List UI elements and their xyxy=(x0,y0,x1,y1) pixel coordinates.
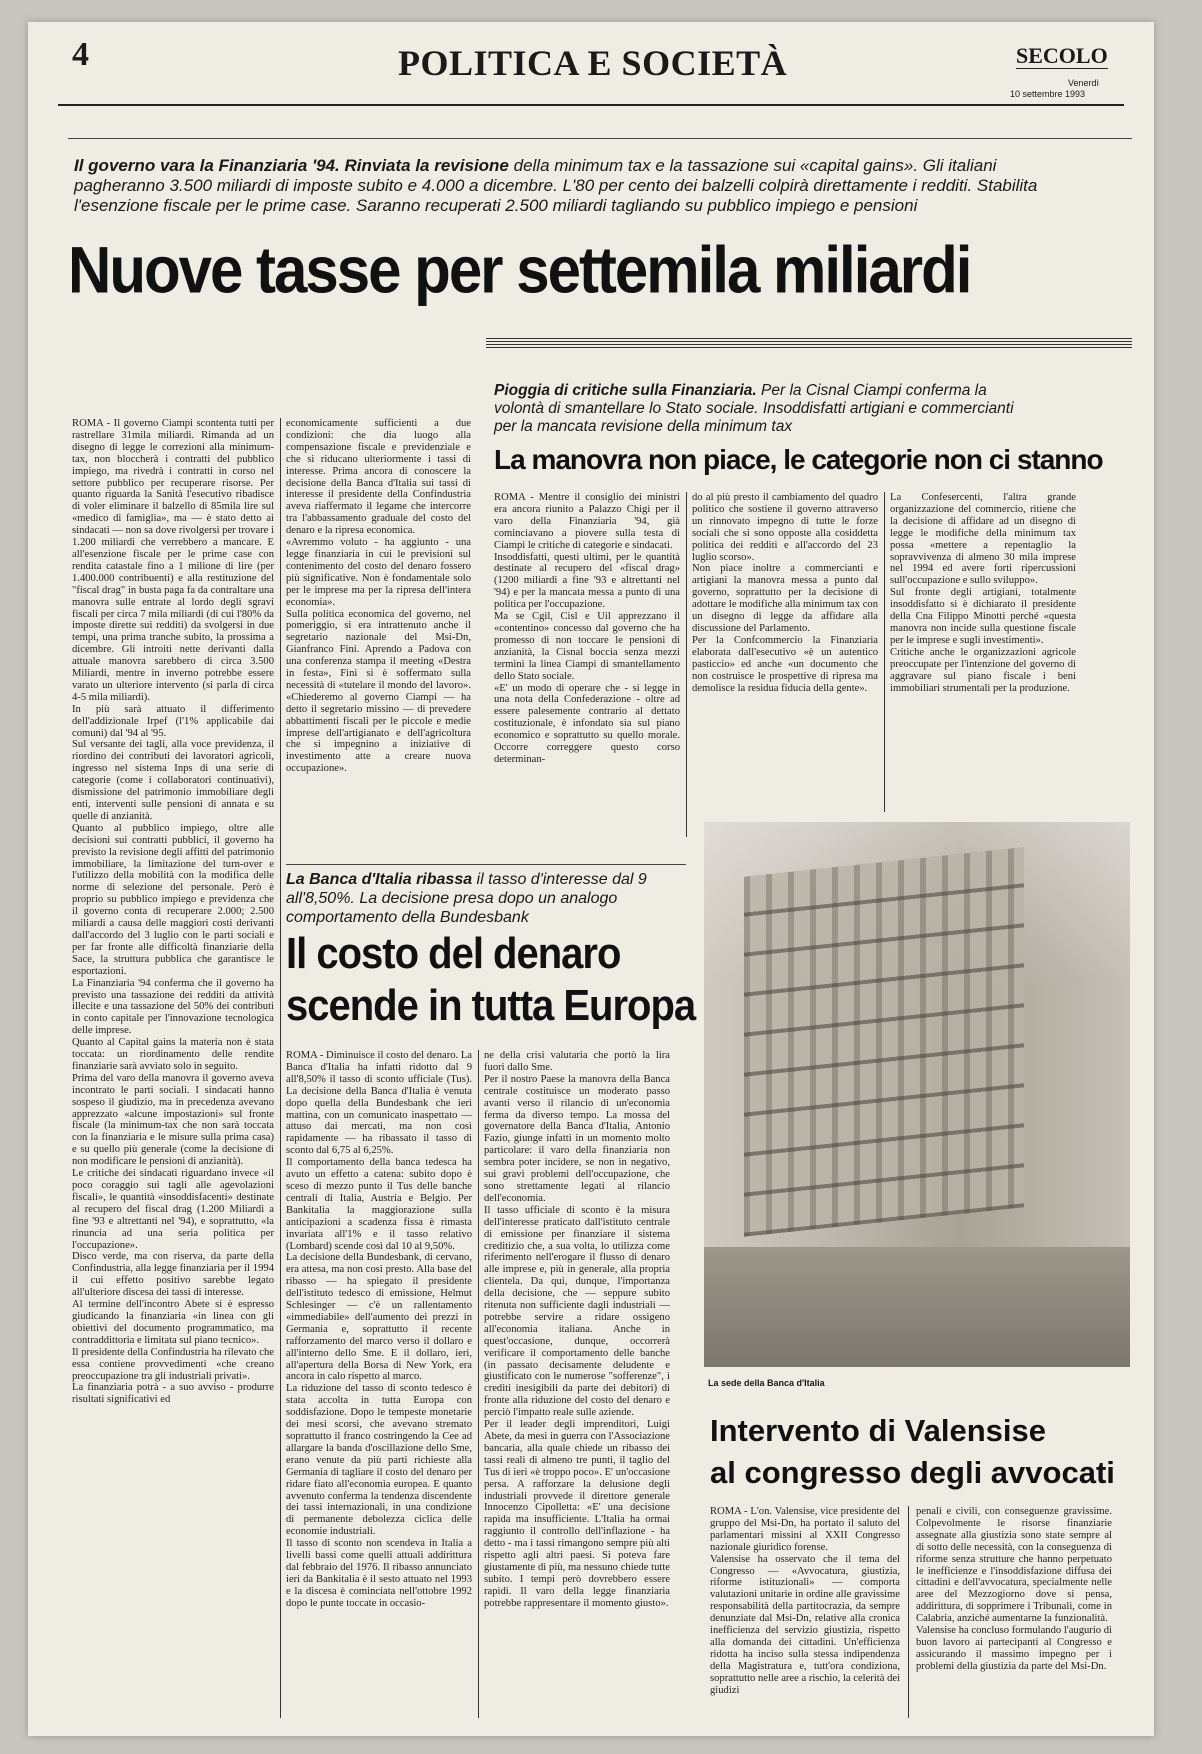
valensise-headline-line-1: Intervento di Valensise xyxy=(710,1413,1046,1448)
valensise-column-1: ROMA - L'on. Valensise, vice presidente del gruppo del Msi-Dn, ha portato il saluto del parlamentari missini al XXII Congresso nazionale giuridico forense. Valensise ha osservato che il tema del Congresso — «Avvocatura, giustizia, riforme istituzionali» — comporta valutazioni unitarie in ordine alle gravissime responsabilità della partitocrazia, da sempre denunziate dal Msi-Dn, relative alla cronica inefficienza del servizio giustizia, rispetto alla domanda dei cittadini. Un'efficienza ridotta ha inciso sulla stessa indipendenza della Magistratura e, tutt'ora condiziona, soprattutto nelle aree a rischio, la celerità dei giudizi xyxy=(710,1506,900,1696)
manovra-kicker-text: Per la Cisnal Ciampi conferma la volontà di smantellare lo Stato sociale. Insoddisfatti artigiani e commercianti per la mancata revisione della minimum tax xyxy=(494,382,1014,435)
denaro-top-rule xyxy=(286,864,686,865)
lead-kicker-text: della minimum tax e la tassazione sui «capital gains». Gli italiani pagheranno 3.500 miliardi di imposte subito e 4.000 a dicembre. L'80 per cento dei balzelli colpirà direttamente i redditi. Stabilita l'esenzione fiscale per le prime case. Saranno recuperati 2.500 miliardi tagliando su pubblico impiego e pensioni xyxy=(74,156,1038,215)
valensise-divider xyxy=(908,1506,909,1718)
header-rule xyxy=(58,104,1124,106)
denaro-kicker-bold: La Banca d'Italia ribassa xyxy=(286,871,473,888)
manovra-divider-2 xyxy=(884,492,885,812)
manovra-column-3: La Confesercenti, l'altra grande organizzazione del commercio, ritiene che la decisione di affidare ad un disegno di legge le modifiche della minimum tax possa «mettere a repentaglio la sopravvivenza di almeno 30 mila imprese nel 1994 ed avere forti ripercussioni sull'occupazione e sullo sviluppo». Sul fronte degli artigiani, totalmente insoddisfatto si è dichiarato il presidente della Cna Filippo Minotti perché «questa manovra non incide sulla questione fiscale per le imprese e sugli investimenti». Critiche anche le organizzazioni agricole preoccupate per l'intenzione del governo di aggravare sul piano fiscale i beni immobiliari strumentali per la produzione. xyxy=(890,492,1076,694)
photo-street xyxy=(704,1247,1130,1367)
denaro-kicker xyxy=(286,870,666,927)
header-date: 10 settembre 1993 xyxy=(1010,89,1086,99)
manovra-kicker-bold: Pioggia di critiche sulla Finanziaria. xyxy=(494,382,757,399)
valensise-column-2: penali e civili, con conseguenze gravissime. Colpevolmente le risorse finanziarie assegnate alla giustizia sono state sempre al di sotto delle necessità, con la conseguenza di riforme senza strutture che hanno perpetuato le inefficienze e l'insoddisfazione diffusa dei cittadini e dell'avvocatura, specialmente nelle aree del Mezzogiorno dove si pensa, addirittura, di sopprimere i Tribunali, come in Calabria, anziché aumentarne la funzionalità. Valensise ha concluso formulando l'augurio di buon lavoro ai partecipanti al Congresso e assicurando il massimo impegno per i problemi della giustizia da parte del Msi-Dn. xyxy=(916,1506,1112,1672)
lead-headline: Nuove tasse per settemila miliardi xyxy=(68,233,971,307)
manovra-column-1: ROMA - Mentre il consiglio dei ministri era ancora riunito a Palazzo Chigi per il varo della Finanziaria '94, già cominciavano a piovere sulla testa di Ciampi le critiche di categorie e sindacati. Insoddisfatti, questi ultimi, per le quantità destinate al recupero del «fiscal drag» (1200 miliardi a fine '93 e altrettanti nel '94) e per la mancata messa a punto di una politica per l'occupazione. Ma se Cgil, Cisl e Uil apprezzano il «contentino» concesso dal governo che ha promesso di non toccare le pensioni di anzianità, la Cisnal boccia senza mezzi termini la linea Ciampi di smantellamento dello Stato sociale. «E' un modo di operare che - si legge in una nota della Confederazione - oltre ad essere palesemente contrario al dettato costituzionale, è infondato sia sul piano economico e soprattutto su quello morale. Occorre correggere questo corso determinan- xyxy=(494,492,680,765)
denaro-headline-line-2: scende in tutta Europa xyxy=(286,981,696,1030)
manovra-divider-1 xyxy=(686,492,687,837)
section-title: POLITICA E SOCIETÀ xyxy=(398,43,788,83)
denaro-column-2: ne della crisi valutaria che portò la lira fuori dallo Sme. Per il nostro Paese la manovra della Banca centrale costituisce un moderato passo avanti verso il rilancio di un'economia ferma da diverso tempo. La mossa del governatore della Banca d'Italia, Antonio Fazio, giunge infatti in un momento molto particolare: il varo della finanziaria non sembra poter incidere, se non in negativo, sui gravi problemi dell'occupazione, che sono strettamente legati al rilancio dell'economia. Il tasso ufficiale di sconto è la misura dell'interesse praticato dall'istituto centrale di emissione per finanziare il sistema creditizio che, a sua volta, lo utilizza come riferimento nell'erogare il flusso di denaro alle imprese e, più in generale, alla propria clientela. Da qui, dunque, l'importanza della decisione, che — seppure subito ritenuta non sufficiente dagli industriali — potrebbe servire a ridare ossigeno all'economia italiana. Anche in quest'occasione, dunque, occorrerà verificare il comportamento delle banche (in passato decisamente deludente e giustificato con le numerose "sofferenze", i crediti inesigibili da parte dei debitori) di fronte alla riduzione del costo del denaro e perciò l'impatto reale sulle aziende. Per il leader degli imprenditori, Luigi Abete, da mesi in guerra con l'Associazione bancaria, alla quale chiede un ribasso dei tassi reali di almeno tre punti, il taglio del Tus di ieri «è troppo poco». E' un'occasione persa. A rafforzare la delusione degli industriali provvede il direttore generale Innocenzo Cipolletta: «E' una decisione rapida ma insufficiente. L'Italia ha ormai raggiunto il controllo dell'inflazione - ha detto - ma i tassi rimangono sempre più alti rispetto agli altri paesi. Si poteva fare giustamente di più, ma nessuno chiede tutte subito. I tempi però dovrebbero essere rapidi. Il varo della legge finanziaria potrebbe rappresentare il momento giusto». xyxy=(484,1050,670,1609)
denaro-column-1: ROMA - Diminuisce il costo del denaro. La Banca d'Italia ha infatti ridotto dal 9 all'8,50% il tasso di sconto ufficiale (Tus). La decisione della Banca d'Italia è venuta dopo quella della Bundesbank che ieri mattina, con un comunicato inaspettato — attuso dai mercati, ma non così rapidamente — ha ribassato il tasso di sconto dal 6,75 al 6,25%. Il comportamento della banca tedesca ha avuto un effetto a catena: subito dopo è sceso di mezzo punto il Tus delle banche centrali di Italia, Austria e Belgio. Per Bankitalia la maggiorazione sulla anticipazioni a scadenza fissa è rimasta invariata all'1% e il tasso relativo (Lombard) scende così dal 10 al 9,50%. La decisione della Bundesbank, di cervano, era attesa, ma non così presto. Alla base del ribasso — ha spiegato il presidente dell'istituto tedesco di emissione, Helmut Schlesinger — c'è un rallentamento «immediabile» dell'aumento dei prezzi in Germania e, soprattutto il recente rafforzamento del marco verso il dollaro e all'interno dello Sme. E il dollaro, ieri, all'apertura della Borsa di New York, era ancora in calo rispetto al marco. La riduzione del tasso di sconto tedesco è stata accolta in tutta Europa con soddisfazione. Dopo le tempeste monetarie dei mesi scorsi, che avevano stremato soprattutto il franco costringendo la Cee ad allargare la banda d'oscillazione dello Sme, erano venute da più parti richieste alla Germania di tagliare il costo del denaro per ridare fiato all'economia europea. E quanto avvenuto conferma la tendenza discendente dei tassi internazionali, in una condizione di permanente debolezza ciclica delle economie industriali. Il tasso di sconto non scendeva in Italia a livelli bassi come quelli attuali addirittura dal febbraio del 1976. Il ribasso annunciato ieri da Bankitalia è il sesto attuato nel 1993 e la discesa è cominciata nell'ottobre 1992 dopo le punte toccate in occasio- xyxy=(286,1050,472,1609)
banca-italia-photo xyxy=(704,822,1130,1367)
lead-divider xyxy=(280,418,281,1718)
lead-kicker xyxy=(74,156,1054,216)
manovra-kicker xyxy=(494,382,1034,436)
manovra-headline: La manovra non piace, le categorie non ci stanno xyxy=(494,444,1103,475)
denaro-headline-line-1: Il costo del denaro xyxy=(286,929,621,978)
valensise-headline-line-2: al congresso degli avvocati xyxy=(710,1455,1115,1490)
lead-column-1: ROMA - Il governo Ciampi scontenta tutti per rastrellare 31mila miliardi. Rimanda ad un disegno di legge le correzioni alla minimum-tax, non bloccherà i contratti del pubblico impiego, ma rivedrà i contratti in corso nel settore pubblico per recuperare risorse. Per quanto riguarda la Sanità l'esecutivo ribadisce di voler eliminare il balzello di 85mila lire sul «medico di famiglia», ma — è stato detto ai sindacati — non sa dove rivolgersi per trovare i 1.200 miliardi che verrebbero a mancare. E all'esenzione fiscale per le prime case con rendita catastale fino a 1 milione di lire (per 1.400.000 contribuenti) e alla restituzione del "fiscal drag" in busta paga fa da contraltare una manovra sulle entrate al lordo degli sgravi fiscali per circa 7 mila miliardi (di cui l'80% da imposte dirette sui redditi) da svolgersi in due tempi, una prima tranche subito, la prossima a dicembre. Gli introiti nette derivanti dalla attuale manovra sarebbero di circa 3.500 Miliardi, mentre in inverno potrebbe essere varato un ulteriore intervento (si parla di circa 4-5 mila miliardi). In più sarà attuato il differimento dell'addizionale Irpef (l'1% applicabile dai comuni) dal '94 al '95. Sul versante dei tagli, alla voce previdenza, il riordino dei contributi dei lavoratori agricoli, ingresso nel sistema Inps di una serie di categorie (come i collaboratori continuativi), dismissione del patrimonio immobiliare degli enti, interventi sulle pensioni di annata e su quelle di anzianità. Quanto al pubblico impiego, oltre alle decisioni sui contratti pubblici, il governo ha previsto la revisione degli affitti del patrimonio immobiliare, la limitazione del turn-over e l'utilizzo della mobilità con la modifica delle norme di selezione del personale. Però è proprio su pubblico impiego e previdenza che il governo conta di recuperare 2.000; 2.500 miliardi a causa delle maggiori costi derivanti dall'accordo del 3 luglio con le parti sociali e per far fronte alle difficoltà finanziarie della Sace, la struttura pubblica che garantisce le esportazioni. La Finanziaria '94 conferma che il governo ha previsto una tassazione dei redditi da attività illecite e una tassazione del 50% dei contributi in conto capitale per l'innovazione tecnologica delle imprese. Quanto al Capital gains la materia non è stata toccata: un riordinamento delle rendite finanziarie sarà avviato solo in seguito. Prima del varo della manovra il governo aveva incontrato le parti sociali. I sindacati hanno sospeso il giudizio, ma in precedenza avevano apprezzato «alcune impostazioni» sul fronte fiscale (la minimum-tax che non sarà toccata con la finanziaria e le misure sulla prima casa) e su quello più generale (come la decisione di non modificare le pensioni di anzianità). Le critiche dei sindacati riguardano invece «il poco coraggio sui tagli alle agevolazioni fiscali», le quantità «insoddisfacenti» destinate al recupero del fiscal drag (1.200 Miliardi a fine '93 e altrettanti nel '94), e soprattutto, «la rinuncia ad una seria politica per l'occupazione». Disco verde, ma con riserva, da parte della Confindustria, alla legge finanziaria per il 1994 il cui effetto positivo sarebbe legato all'ulteriore discesa dei tassi di interesse. Al termine dell'incontro Abete si è espresso giudicando la finanziaria «in linea con gli obiettivi del documento programmatico, ma contraddittoria e limitata sul piano tecnico». Il presidente della Confindustria ha rilevato che essa contiene provvedimenti «che creano preoccupazione tra gli industriali privati». La finanziaria potrà - a suo avviso - produrre risultati significativi ed xyxy=(72,418,274,1406)
lead-column-2: economicamente sufficienti a due condizioni: che dia luogo alla compensazione fiscale e previdenziale e che si riducano ulteriormente i tassi di interesse. Prima ancora di conoscere la decisione della Banca d'Italia sui tassi di interesse il presidente della Confindustria aveva riaffermato il legame che intercorre tra l'abbassamento graduale del costo del denaro e la ripresa economica. «Avremmo voluto - ha aggiunto - una legge finanziaria in cui le previsioni sul contenimento del costo del denaro fossero più significative. Non è fondamentale solo per le imprese ma per la ripresa dell'intera economia». Sulla politica economica del governo, nel pomeriggio, si era intrattenuto anche il segretario nazionale del Msi-Dn, Gianfranco Fini. Aprendo a Padova con una conferenza stampa il meeting «Destra in festa», Fini si è soffermato sulla necessità di «tutelare il mondo del lavoro». «Chiederemo al governo Ciampi — ha detto il segretario missino — di prevedere abbattimenti fiscali per le piccole e medie imprese dell'artigianato e dell'agricoltura che si impegnino a iniziative di investimento atte a creare nuova occupazione». xyxy=(286,418,471,775)
lead-kicker-bold: Il governo vara la Finanziaria '94. Rinviata la revisione xyxy=(74,156,509,175)
masthead: SECOLO xyxy=(1016,43,1108,68)
photo-building-floors xyxy=(744,847,1024,1236)
page-number: 4 xyxy=(72,36,89,73)
manovra-box-rule xyxy=(486,338,1132,348)
lead-top-rule xyxy=(68,138,1132,139)
newspaper-page xyxy=(28,22,1154,1736)
photo-caption: La sede della Banca d'Italia xyxy=(708,1378,825,1388)
header-day: Venerdì xyxy=(1068,78,1100,88)
denaro-divider xyxy=(478,1050,479,1718)
denaro-kicker-text: il tasso d'interesse dal 9 all'8,50%. La decisione presa dopo un analogo comportamento della Bundesbank xyxy=(286,871,647,926)
manovra-column-2: do al più presto il cambiamento del quadro politico che sostiene il governo attraverso un rinnovato impegno di tutte le forze sociali che si sono opposte alla cosiddetta politica dei redditi e all'accordo del 23 luglio scorso». Non piace inoltre a commercianti e artigiani la manovra messa a punto dal governo, soprattutto per la decisione di adottare le modifiche alla minimum tax con un disegno di legge da affidare alla discussione del Parlamento. Per la Confcommercio la Finanziaria elaborata dall'esecutivo «è un autentico pasticcio» ed anche «un documento che non costruisce le prospettive di ripresa ma demolisce la residua fiducia della gente». xyxy=(692,492,878,694)
